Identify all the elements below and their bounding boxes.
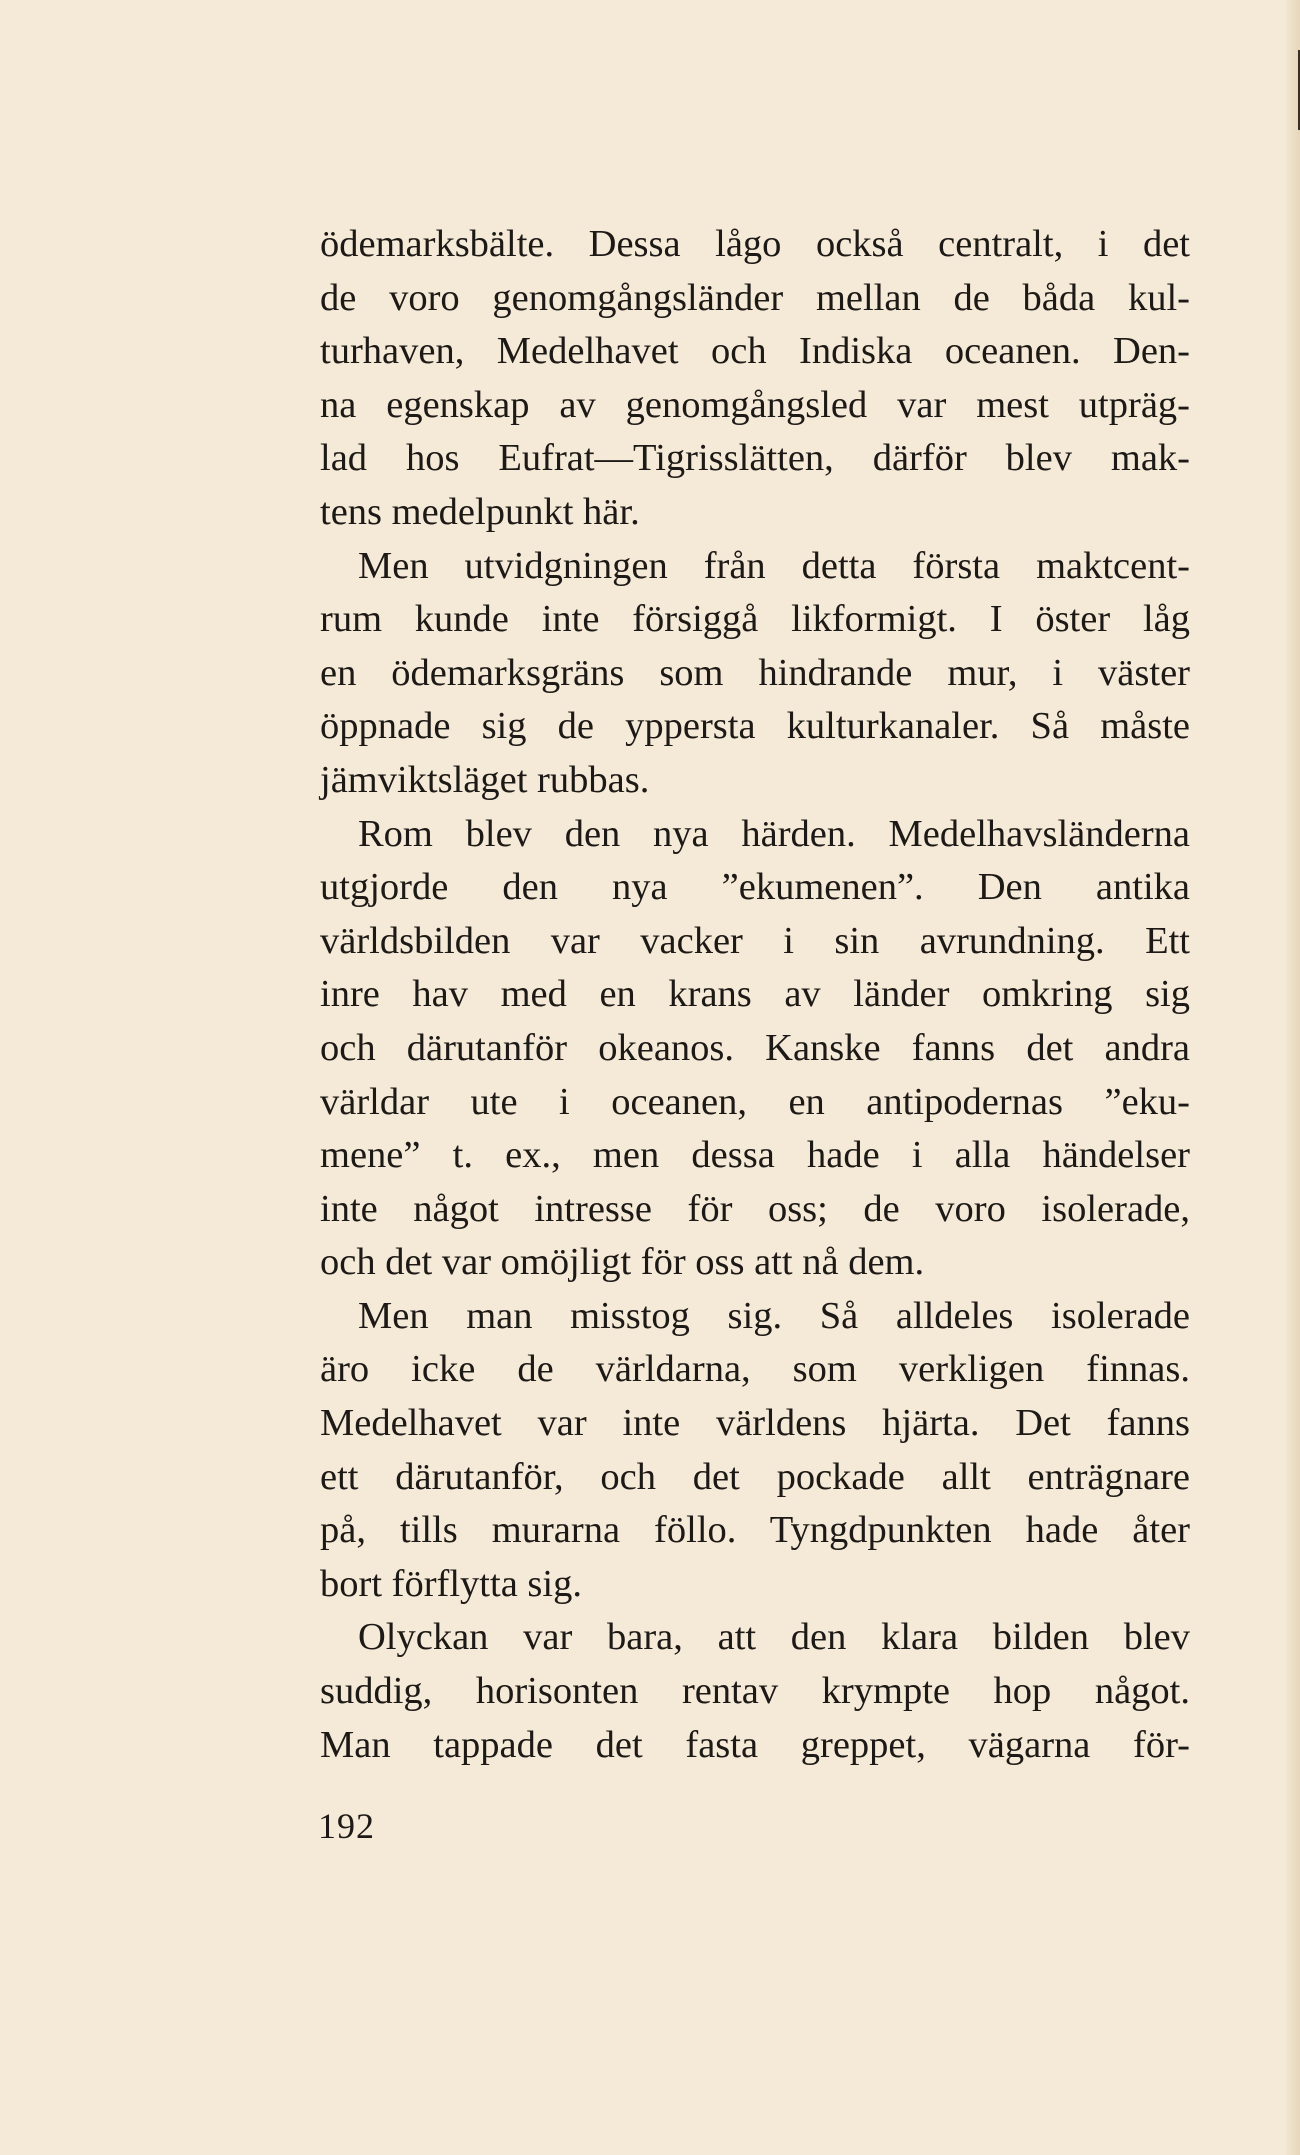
- text-line: inte något intresse för oss; de voro isolerade,: [320, 1187, 1190, 1230]
- text-line: äro icke de världarna, som verkligen finnas.: [320, 1348, 1190, 1391]
- text-line: jämviktsläget rubbas.: [320, 758, 650, 801]
- text-line: tens medelpunkt här.: [320, 490, 640, 533]
- text-line: en ödemarksgräns som hindrande mur, i väster: [320, 651, 1190, 694]
- text-line: bort förflytta sig.: [320, 1562, 582, 1605]
- text-line: och det var omöjligt för oss att nå dem.: [320, 1241, 925, 1284]
- page-edge: [1286, 0, 1300, 2155]
- text-line: mene” t. ex., men dessa hade i alla händelser: [320, 1134, 1190, 1177]
- text-line: ett därutanför, och det pockade allt enträgnare: [320, 1455, 1190, 1498]
- text-line: Olyckan var bara, att den klara bilden blev: [358, 1616, 1190, 1659]
- text-line: ödemarksbälte. Dessa lågo också centralt, i det: [320, 223, 1190, 265]
- text-line: Medelhavet var inte världens hjärta. Det fanns: [320, 1402, 1190, 1445]
- body-text: [320, 218, 1190, 1772]
- text-line: de voro genomgångsländer mellan de båda kul-: [320, 276, 1190, 319]
- text-line: suddig, horisonten rentav krympte hop något.: [320, 1670, 1190, 1713]
- text-line: på, tills murarna föllo. Tyngdpunkten hade åter: [320, 1509, 1190, 1552]
- text-line: Man tappade det fasta greppet, vägarna för-: [320, 1723, 1190, 1766]
- text-line: utgjorde den nya ”ekumenen”. Den antika: [320, 866, 1190, 909]
- text-line: lad hos Eufrat—Tigrisslätten, därför blev mak-: [320, 437, 1190, 480]
- text-line: öppnade sig de yppersta kulturkanaler. Så måste: [320, 705, 1190, 748]
- text-line: Rom blev den nya härden. Medelhavsländerna: [358, 812, 1190, 855]
- text-line: Men man misstog sig. Så alldeles isolerade: [358, 1294, 1190, 1337]
- page-number: 192: [318, 1806, 375, 1846]
- text-line: inre hav med en krans av länder omkring sig: [320, 973, 1190, 1016]
- text-line: Men utvidgningen från detta första maktcent-: [358, 544, 1190, 587]
- text-line: rum kunde inte försiggå likformigt. I öster låg: [320, 598, 1190, 641]
- text-line: na egenskap av genomgångsled var mest utpräg-: [320, 383, 1190, 426]
- text-line: och därutanför okeanos. Kanske fanns det andra: [320, 1026, 1190, 1069]
- text-line: världsbilden var vacker i sin avrundning. Ett: [320, 919, 1190, 962]
- text-line: turhaven, Medelhavet och Indiska oceanen. Den-: [320, 330, 1190, 373]
- text-line: världar ute i oceanen, en antipodernas ”eku-: [320, 1080, 1190, 1123]
